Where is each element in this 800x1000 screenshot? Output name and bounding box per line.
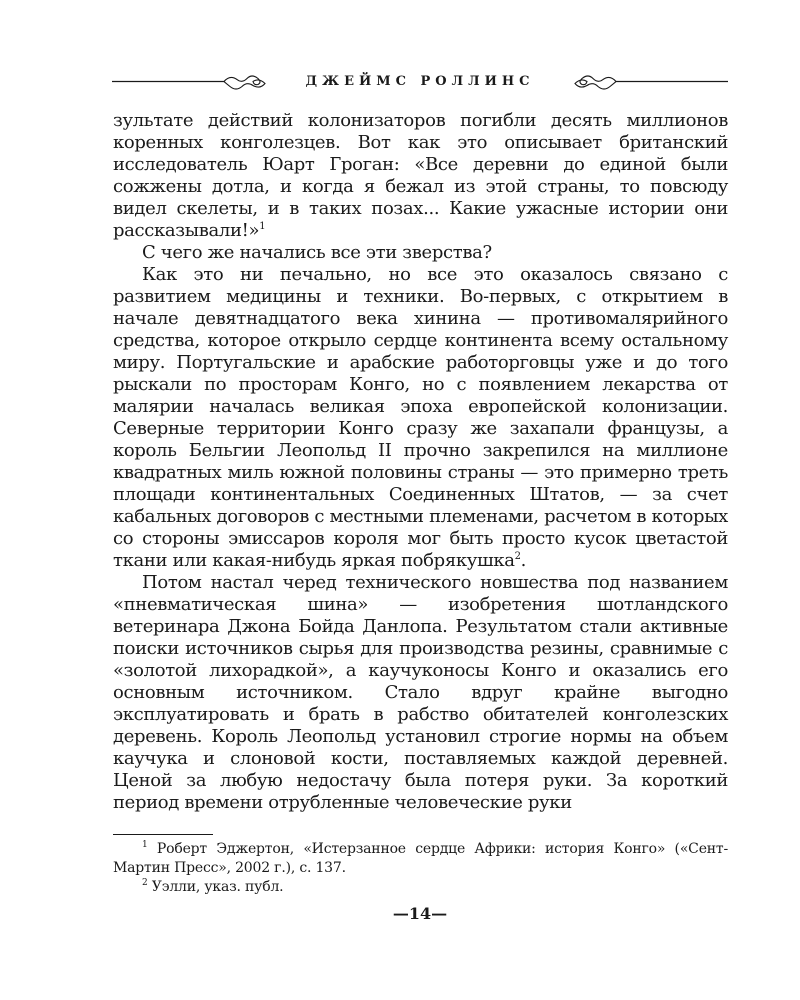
footnotes (113, 840, 728, 897)
body-text (113, 110, 728, 814)
footnote-divider (113, 834, 213, 835)
footnote-mark: 1 (142, 840, 148, 850)
footnote-mark: 2 (142, 878, 148, 888)
running-header (112, 68, 728, 100)
footnote-ref: 2 (514, 551, 521, 562)
footnote: $^2$ Уэлли, указ. публ. (142, 878, 284, 895)
header-title: ДЖЕЙМС РОЛЛИНС (305, 74, 535, 89)
paragraph: С чего же начались все эти зверства? (142, 242, 492, 263)
footnote-ref: 1 (259, 221, 266, 232)
paragraph: Потом настал черед технического новшества под названием «пневматическая шина» — изобретения шотландского ветеринара Джона Бойда Данлопа. Результатом стали активные поиски источников сырья для производства резины, сравнимые с «золотой лихорадкой», а каучуконосы Конго и оказались его основным источником. Стало вдруг крайне выгодно эксплуатировать и брать в рабство обитателей конголезских деревень. Король Леопольд установил строгие нормы на объем каучука и слоновой кости, поставляемых каждой деревней. Ценой за любую недостачу была потеря руки. За короткий период времени отрубленные человеческие руки (113, 572, 728, 813)
footnote: $^1$ Роберт Эджертон, «Истерзанное сердце Африки: история Конго» («Сент-Мартин Пресс», 2002 г.), с. 137. (113, 840, 728, 876)
paragraph: зультате действий колонизаторов погибли десять миллионов коренных конголезцев. Вот как это описывает британский исследователь Юарт Гроган: «Все деревни до единой были сожжены дотла, и когда я бежал из этой страны, то повсюду видел скелеты, и в таких позах... Какие ужасные истории они рассказывали!»$^1$ (113, 110, 728, 241)
page-number: —14— (392, 904, 448, 923)
paragraph: Как это ни печально, но все это оказалось связано с развитием медицины и техники. Во-первых, с открытием в начале девятнадцатого века хинина — противомалярийного средства, которое открыло сердце континента всему остальному миру. Португальские и арабские работорговцы уже и до того рыскали по просторам Конго, но с появлением лекарства от малярии началась великая эпоха европейской колонизации. Северные территории Конго сразу же захапали французы, а король Бельгии Леопольд II прочно закрепился на миллионе квадратных миль южной половины страны — это примерно треть площади континентальных Соединенных Штатов, — за счет кабальных договоров с местными племенами, расчетом в которых со стороны эмиссаров короля мог быть просто кусок цветастой ткани или какая-нибудь яркая побрякушка$^2$. (113, 264, 728, 571)
